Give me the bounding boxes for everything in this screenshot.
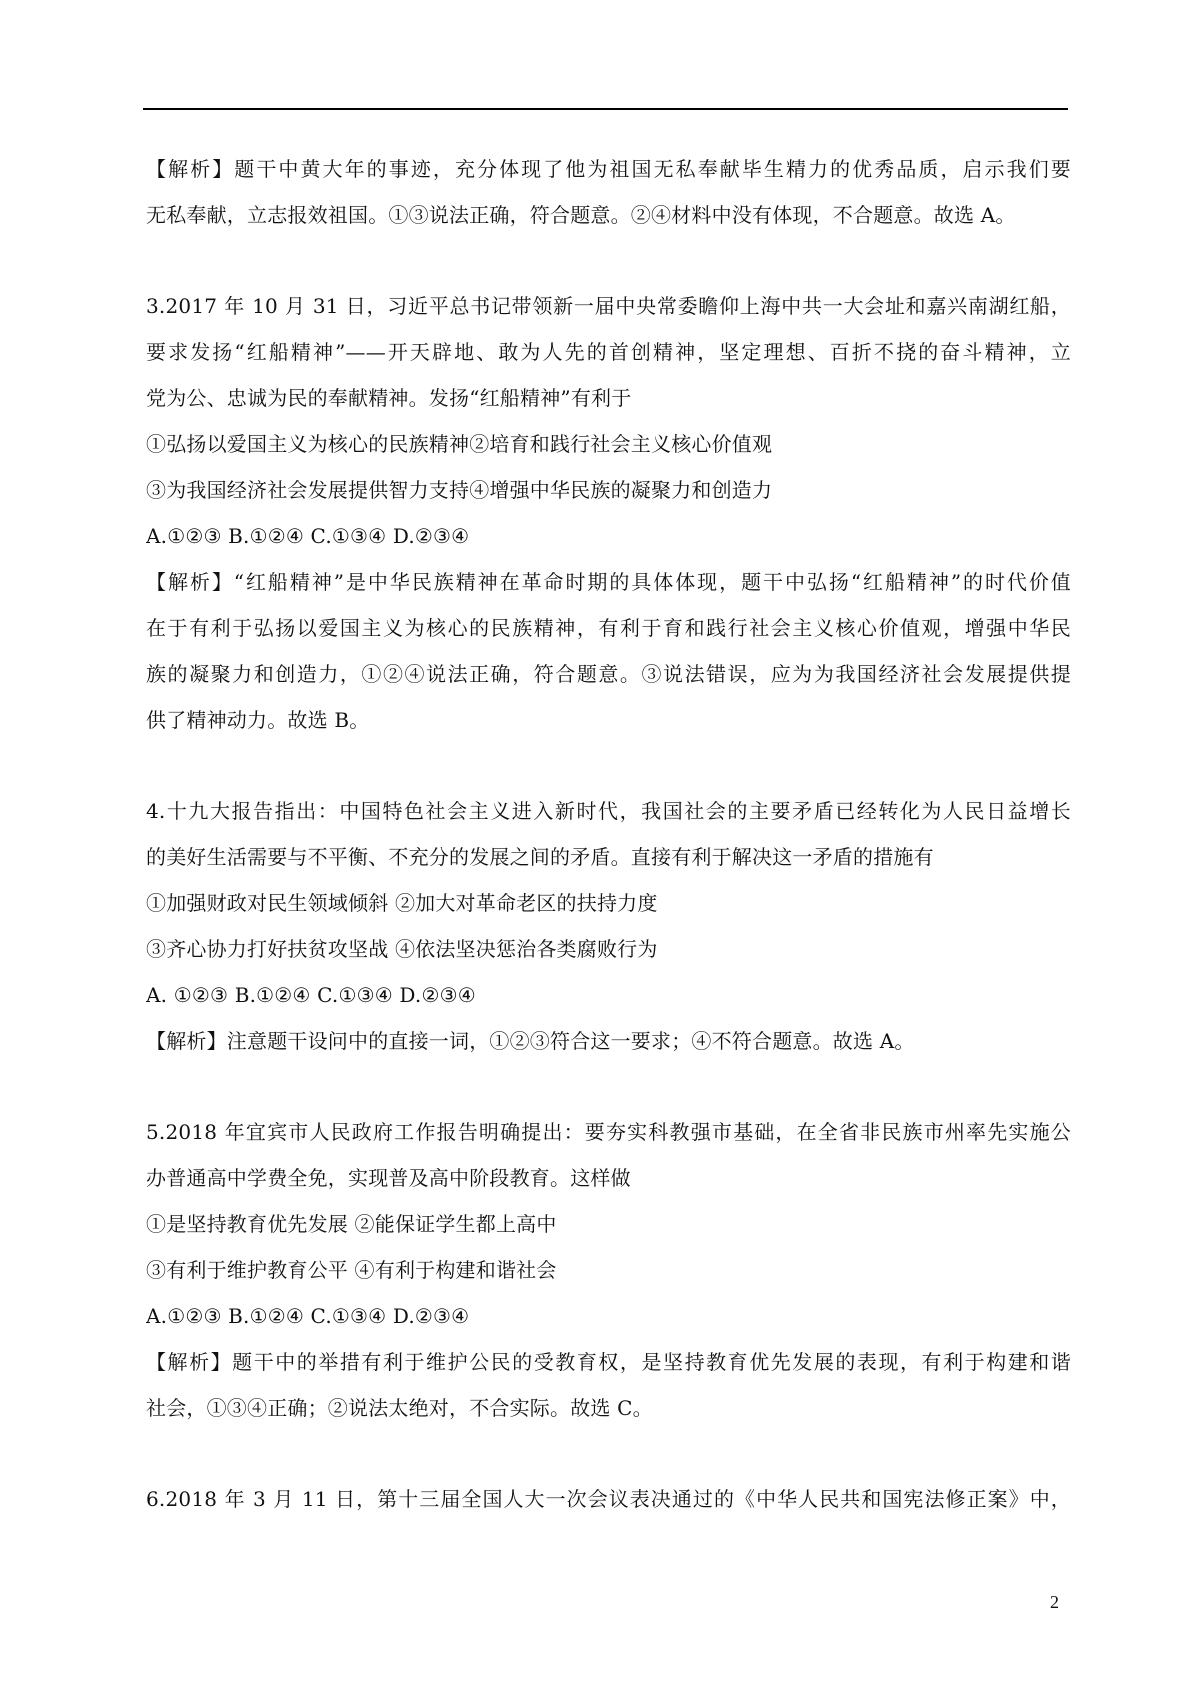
document-body — [146, 146, 1071, 1522]
paragraph-gap — [146, 1064, 1071, 1109]
text-line: ③齐心协力打好扶贫攻坚战 ④依法坚决惩治各类腐败行为 — [146, 937, 658, 961]
text-line: 【解析】题干中的举措有利于维护公民的受教育权，是坚持教育优先发展的表现，有利于构建和谐 — [146, 1350, 1071, 1374]
text-line: 办普通高中学费全免，实现普及高中阶段教育。这样做 — [146, 1166, 631, 1190]
text-line: 供了精神动力。故选 B。 — [146, 708, 370, 732]
text-line: ①是坚持教育优先发展 ②能保证学生都上高中 — [146, 1212, 557, 1236]
text-line: 族的凝聚力和创造力，①②④说法正确，符合题意。③说法错误，应为为我国经济社会发展提供提 — [146, 662, 1071, 686]
text-line: 3.2017 年 10 月 31 日，习近平总书记带领新一届中央常委瞻仰上海中共一大会址和嘉兴南湖红船， — [146, 294, 1071, 318]
text-line: 5.2018 年宜宾市人民政府工作报告明确提出：要夯实科教强市基础，在全省非民族市州率先实施公 — [146, 1120, 1071, 1144]
page-number: 2 — [1050, 1592, 1059, 1612]
text-line: 【解析】“红船精神”是中华民族精神在革命时期的具体体现，题干中弘扬“红船精神”的时代价值 — [146, 570, 1071, 594]
text-line: 4.十九大报告指出：中国特色社会主义进入新时代，我国社会的主要矛盾已经转化为人民日益增长 — [146, 799, 1071, 823]
text-line: ③有利于维护教育公平 ④有利于构建和谐社会 — [146, 1258, 557, 1282]
text-line: 的美好生活需要与不平衡、不充分的发展之间的矛盾。直接有利于解决这一矛盾的措施有 — [146, 845, 934, 869]
text-line: 6.2018 年 3 月 11 日，第十三届全国人大一次会议表决通过的《中华人民共和国宪法修正案》中， — [146, 1487, 1071, 1511]
paragraph-gap — [146, 1431, 1071, 1476]
text-line: ①弘扬以爱国主义为核心的民族精神②培育和践行社会主义核心价值观 — [146, 432, 773, 456]
text-line: A.①②③ B.①②④ C.①③④ D.②③④ — [146, 1304, 470, 1328]
text-line: 社会，①③④正确；②说法太绝对，不合实际。故选 C。 — [146, 1396, 653, 1420]
text-line: 【解析】题干中黄大年的事迹，充分体现了他为祖国无私奉献毕生精力的优秀品质，启示我们要 — [146, 157, 1071, 181]
paragraph-gap — [146, 238, 1071, 283]
text-line: ③为我国经济社会发展提供智力支持④增强中华民族的凝聚力和创造力 — [146, 478, 773, 502]
text-line: 无私奉献，立志报效祖国。①③说法正确，符合题意。②④材料中没有体现，不合题意。故选 A。 — [146, 203, 1016, 227]
text-line: 要求发扬“红船精神”——开天辟地、敢为人先的首创精神，坚定理想、百折不挠的奋斗精神，立 — [146, 340, 1071, 364]
question-block — [146, 283, 1071, 743]
text-line: A.①②③ B.①②④ C.①③④ D.②③④ — [146, 524, 470, 548]
header-rule — [143, 108, 1068, 110]
paragraph-gap — [146, 743, 1071, 788]
question-block — [146, 146, 1071, 238]
text-line: A. ①②③ B.①②④ C.①③④ D.②③④ — [146, 983, 476, 1007]
text-line: ①加强财政对民生领域倾斜 ②加大对革命老区的扶持力度 — [146, 891, 658, 915]
text-line: 在于有利于弘扬以爱国主义为核心的民族精神，有利于育和践行社会主义核心价值观，增强中华民 — [146, 616, 1071, 640]
question-block — [146, 1109, 1071, 1431]
question-block — [146, 1476, 1071, 1522]
question-block — [146, 788, 1071, 1064]
text-line: 党为公、忠诚为民的奉献精神。发扬“红船精神”有利于 — [146, 386, 632, 410]
text-line: 【解析】注意题干设问中的直接一词，①②③符合这一要求；④不符合题意。故选 A。 — [146, 1029, 915, 1053]
